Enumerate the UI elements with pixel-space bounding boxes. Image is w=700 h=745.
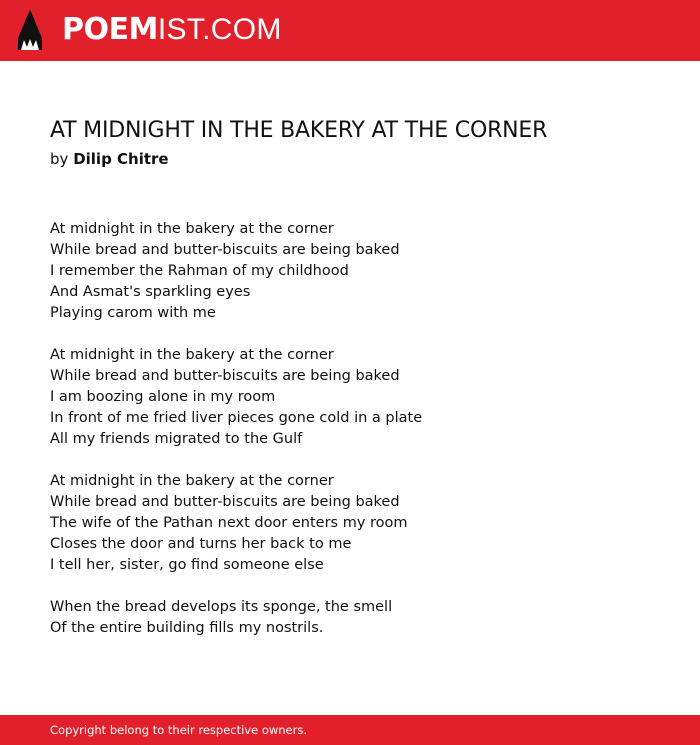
poem-line: The wife of the Pathan next door enters my room [50,515,408,531]
poem-line: At midnight in the bakery at the corner [50,347,334,363]
poem-line: In front of me fried liver pieces gone cold in a plate [50,410,423,426]
poem-line: When the bread develops its sponge, the smell [50,599,393,615]
poem-line: I remember the Rahman of my childhood [50,263,349,279]
poem-line: Playing carom with me [50,305,216,321]
poem-line: While bread and butter-biscuits are being baked [50,368,400,384]
site-logo[interactable] [62,11,282,49]
poem-stanza [50,345,670,450]
poem-title: AT MIDNIGHT IN THE BAKERY AT THE CORNER [50,118,548,143]
pencil-icon[interactable] [18,10,42,50]
site-header [0,0,700,61]
poem-body [50,219,670,660]
poem-line: At midnight in the bakery at the corner [50,473,334,489]
poem-author: Dilip Chitre [73,150,169,168]
poem-line: At midnight in the bakery at the corner [50,221,334,237]
poem-line: While bread and butter-biscuits are being baked [50,242,400,258]
copyright-notice: Copyright belong to their respective owners. [50,723,308,737]
poem-stanza [50,471,670,576]
poem-line: I am boozing alone in my room [50,389,276,405]
by-label: by [50,150,69,168]
poem-stanza [50,597,670,639]
poem-line: Of the entire building fills my nostrils. [50,620,324,636]
poem-byline [50,149,169,169]
logo-text-light: IST.COM [157,13,282,46]
poem-line: I tell her, sister, go find someone else [50,557,324,573]
logo-text-bold: POEM [62,12,158,47]
site-footer [0,715,700,745]
poem-line: Closes the door and turns her back to me [50,536,352,552]
poem-line: While bread and butter-biscuits are being baked [50,494,400,510]
poem-line: All my friends migrated to the Gulf [50,431,303,447]
poem-stanza [50,219,670,324]
poem-line: And Asmat's sparkling eyes [50,284,251,300]
